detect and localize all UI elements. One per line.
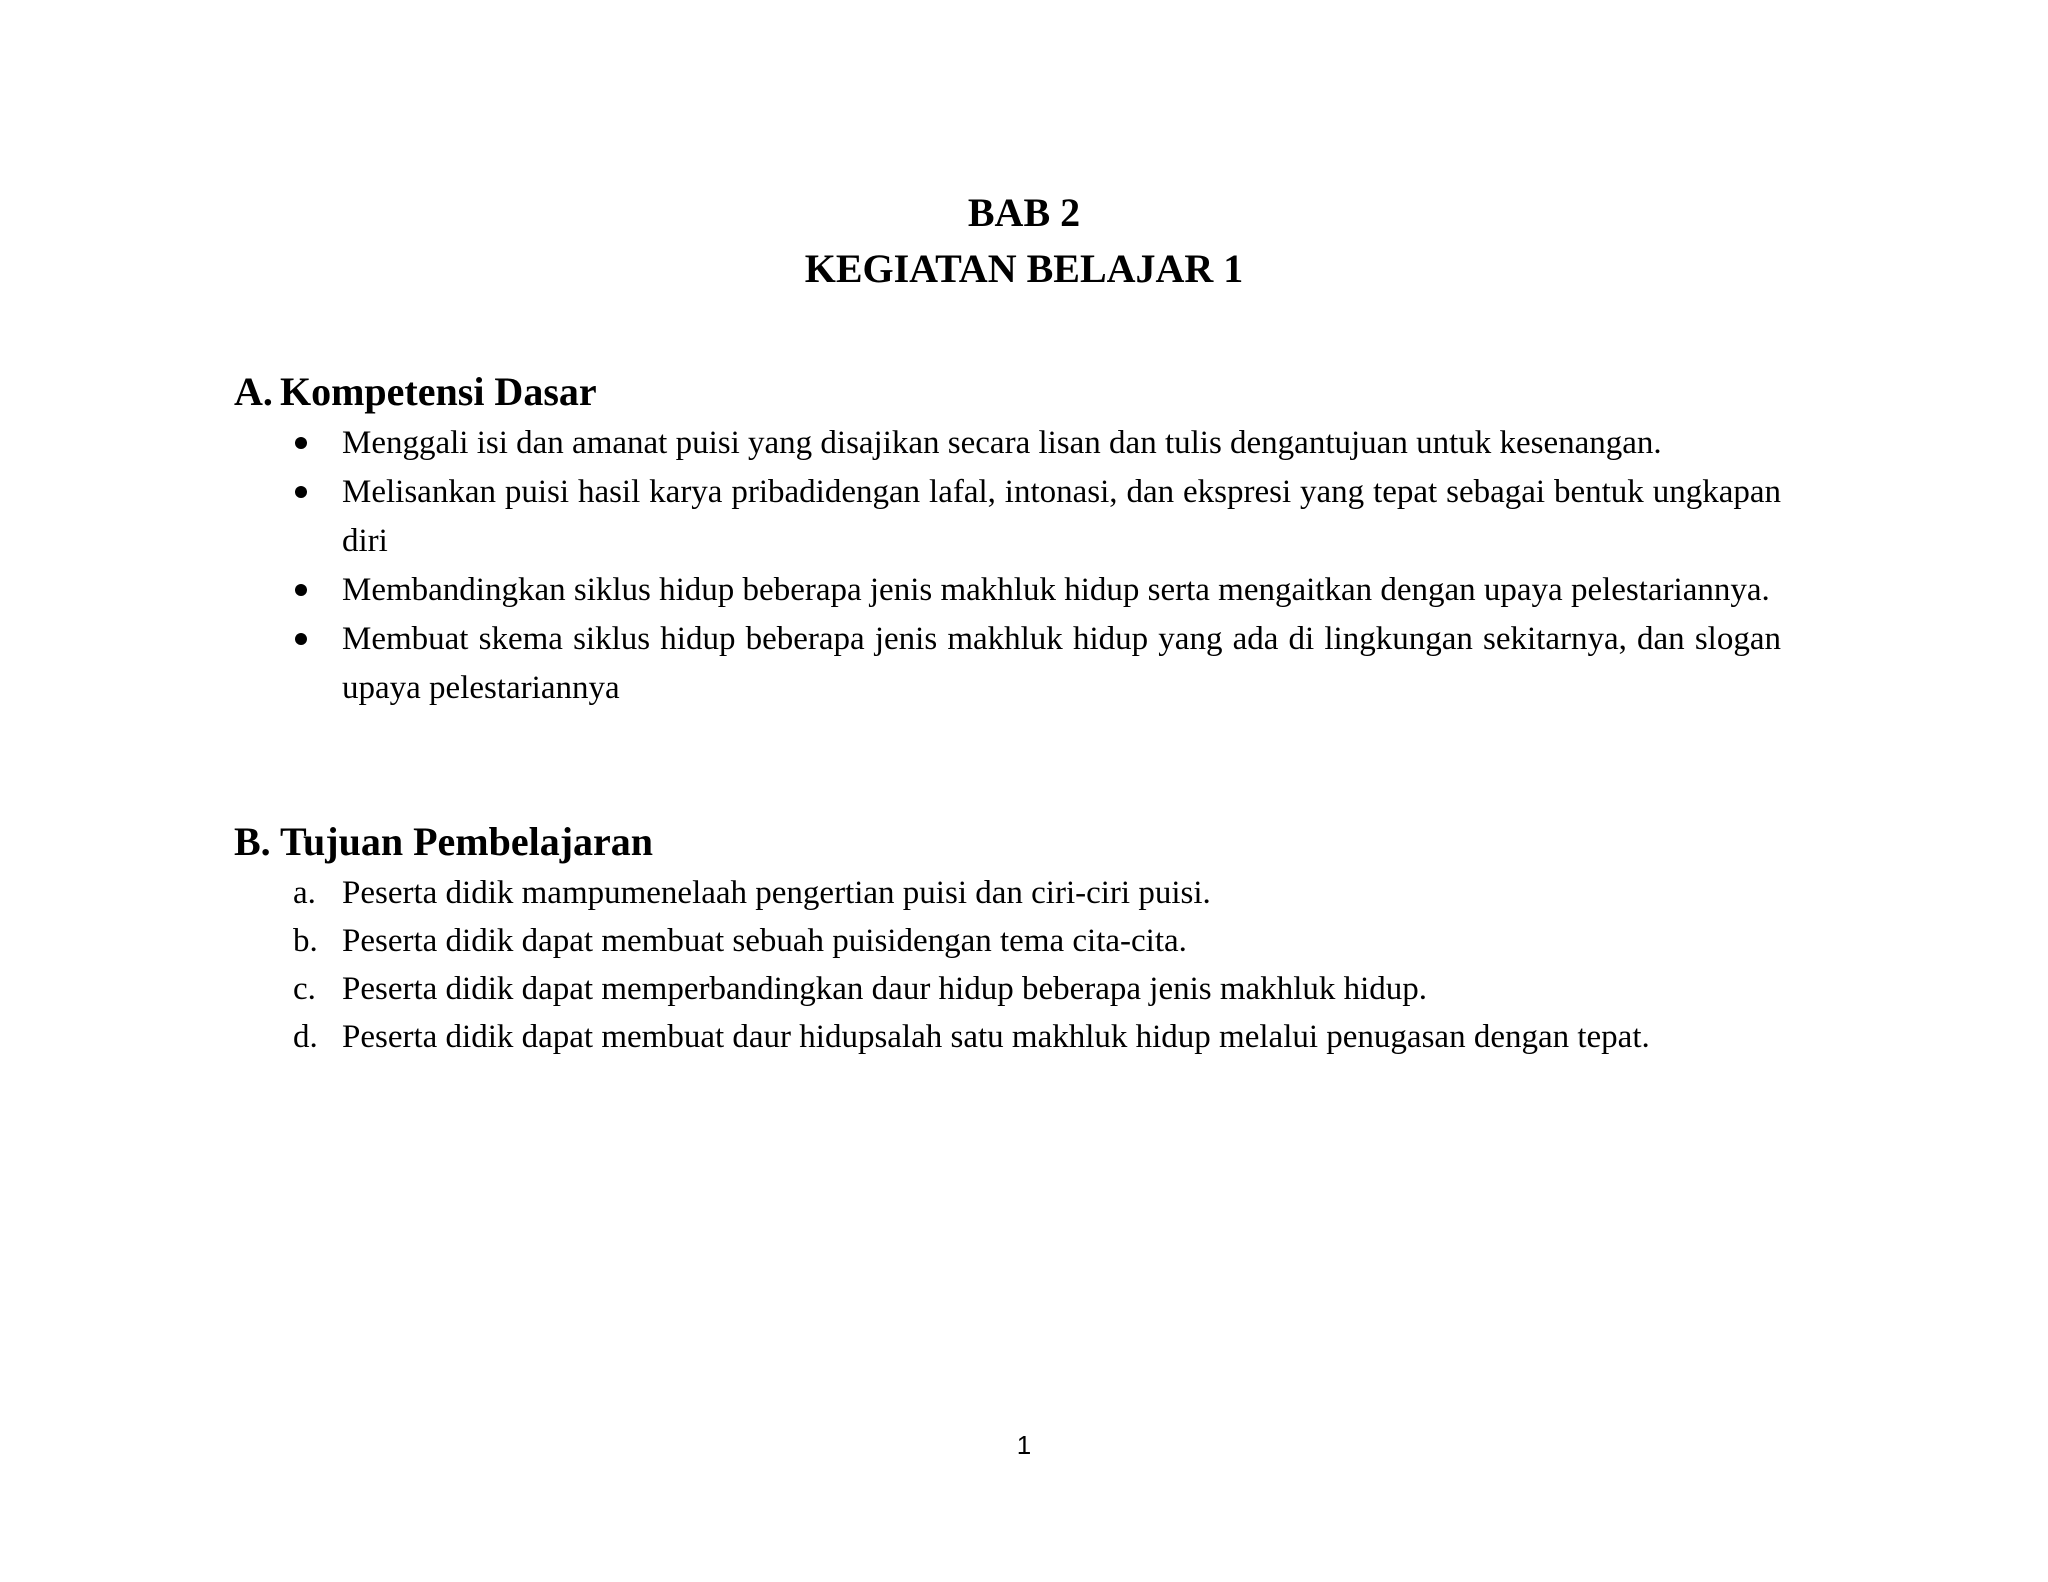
list-item-text: Membandingkan siklus hidup beberapa jenis makhluk hidup serta mengaitkan dengan upaya pelestariannya. xyxy=(342,572,1770,608)
list-item-text: Peserta didik dapat memperbandingkan daur hidup beberapa jenis makhluk hidup. xyxy=(342,971,1428,1007)
section-letter: A. xyxy=(234,369,273,414)
list-item xyxy=(295,965,1781,1013)
section-heading xyxy=(234,365,1830,419)
section-letter: B. xyxy=(234,819,271,864)
list-item-text: Peserta didik dapat membuat daur hidupsalah satu makhluk hidup melalui penugasan dengan tepat. xyxy=(342,1019,1650,1055)
section-kompetensi-dasar xyxy=(234,365,1830,713)
list-item-text: Melisankan puisi hasil karya pribadidengan lafal, intonasi, dan ekspresi yang tepat sebagai bentuk ungkapan diri xyxy=(342,474,1781,559)
bullet-icon xyxy=(295,633,307,645)
list-item-text: Membuat skema siklus hidup beberapa jenis makhluk hidup yang ada di lingkungan sekitarnya, dan slogan upaya pelestariannya xyxy=(342,621,1781,706)
competency-list xyxy=(295,419,1781,713)
list-item-text: Peserta didik dapat membuat sebuah puisidengan tema cita-cita. xyxy=(342,923,1187,959)
list-item xyxy=(295,468,1781,566)
list-item xyxy=(295,917,1781,965)
section-heading-text: Kompetensi Dasar xyxy=(280,369,597,414)
section-heading xyxy=(234,815,1830,869)
section-heading-text: Tujuan Pembelajaran xyxy=(280,819,654,864)
list-item-text: Menggali isi dan amanat puisi yang disajikan secara lisan dan tulis dengantujuan untuk kesenangan. xyxy=(342,425,1662,461)
list-item xyxy=(295,419,1781,468)
list-item xyxy=(295,1013,1781,1061)
list-marker: d. xyxy=(293,1019,318,1055)
list-item xyxy=(295,615,1781,713)
chapter-title-block xyxy=(0,185,2048,297)
list-item xyxy=(295,869,1781,917)
bullet-icon xyxy=(295,486,307,498)
list-marker: c. xyxy=(293,971,316,1007)
bullet-icon xyxy=(295,437,307,449)
bullet-icon xyxy=(295,584,307,596)
section-tujuan-pembelajaran xyxy=(234,815,1830,1061)
list-item-text: Peserta didik mampumenelaah pengertian puisi dan ciri-ciri puisi. xyxy=(342,875,1211,911)
chapter-title: BAB 2 xyxy=(967,190,1081,235)
activity-title: KEGIATAN BELAJAR 1 xyxy=(804,246,1244,291)
list-marker: b. xyxy=(293,923,318,959)
objective-list xyxy=(295,869,1781,1061)
list-item xyxy=(295,566,1781,615)
list-marker: a. xyxy=(293,875,316,911)
page-number: 1 xyxy=(1016,1430,1032,1460)
